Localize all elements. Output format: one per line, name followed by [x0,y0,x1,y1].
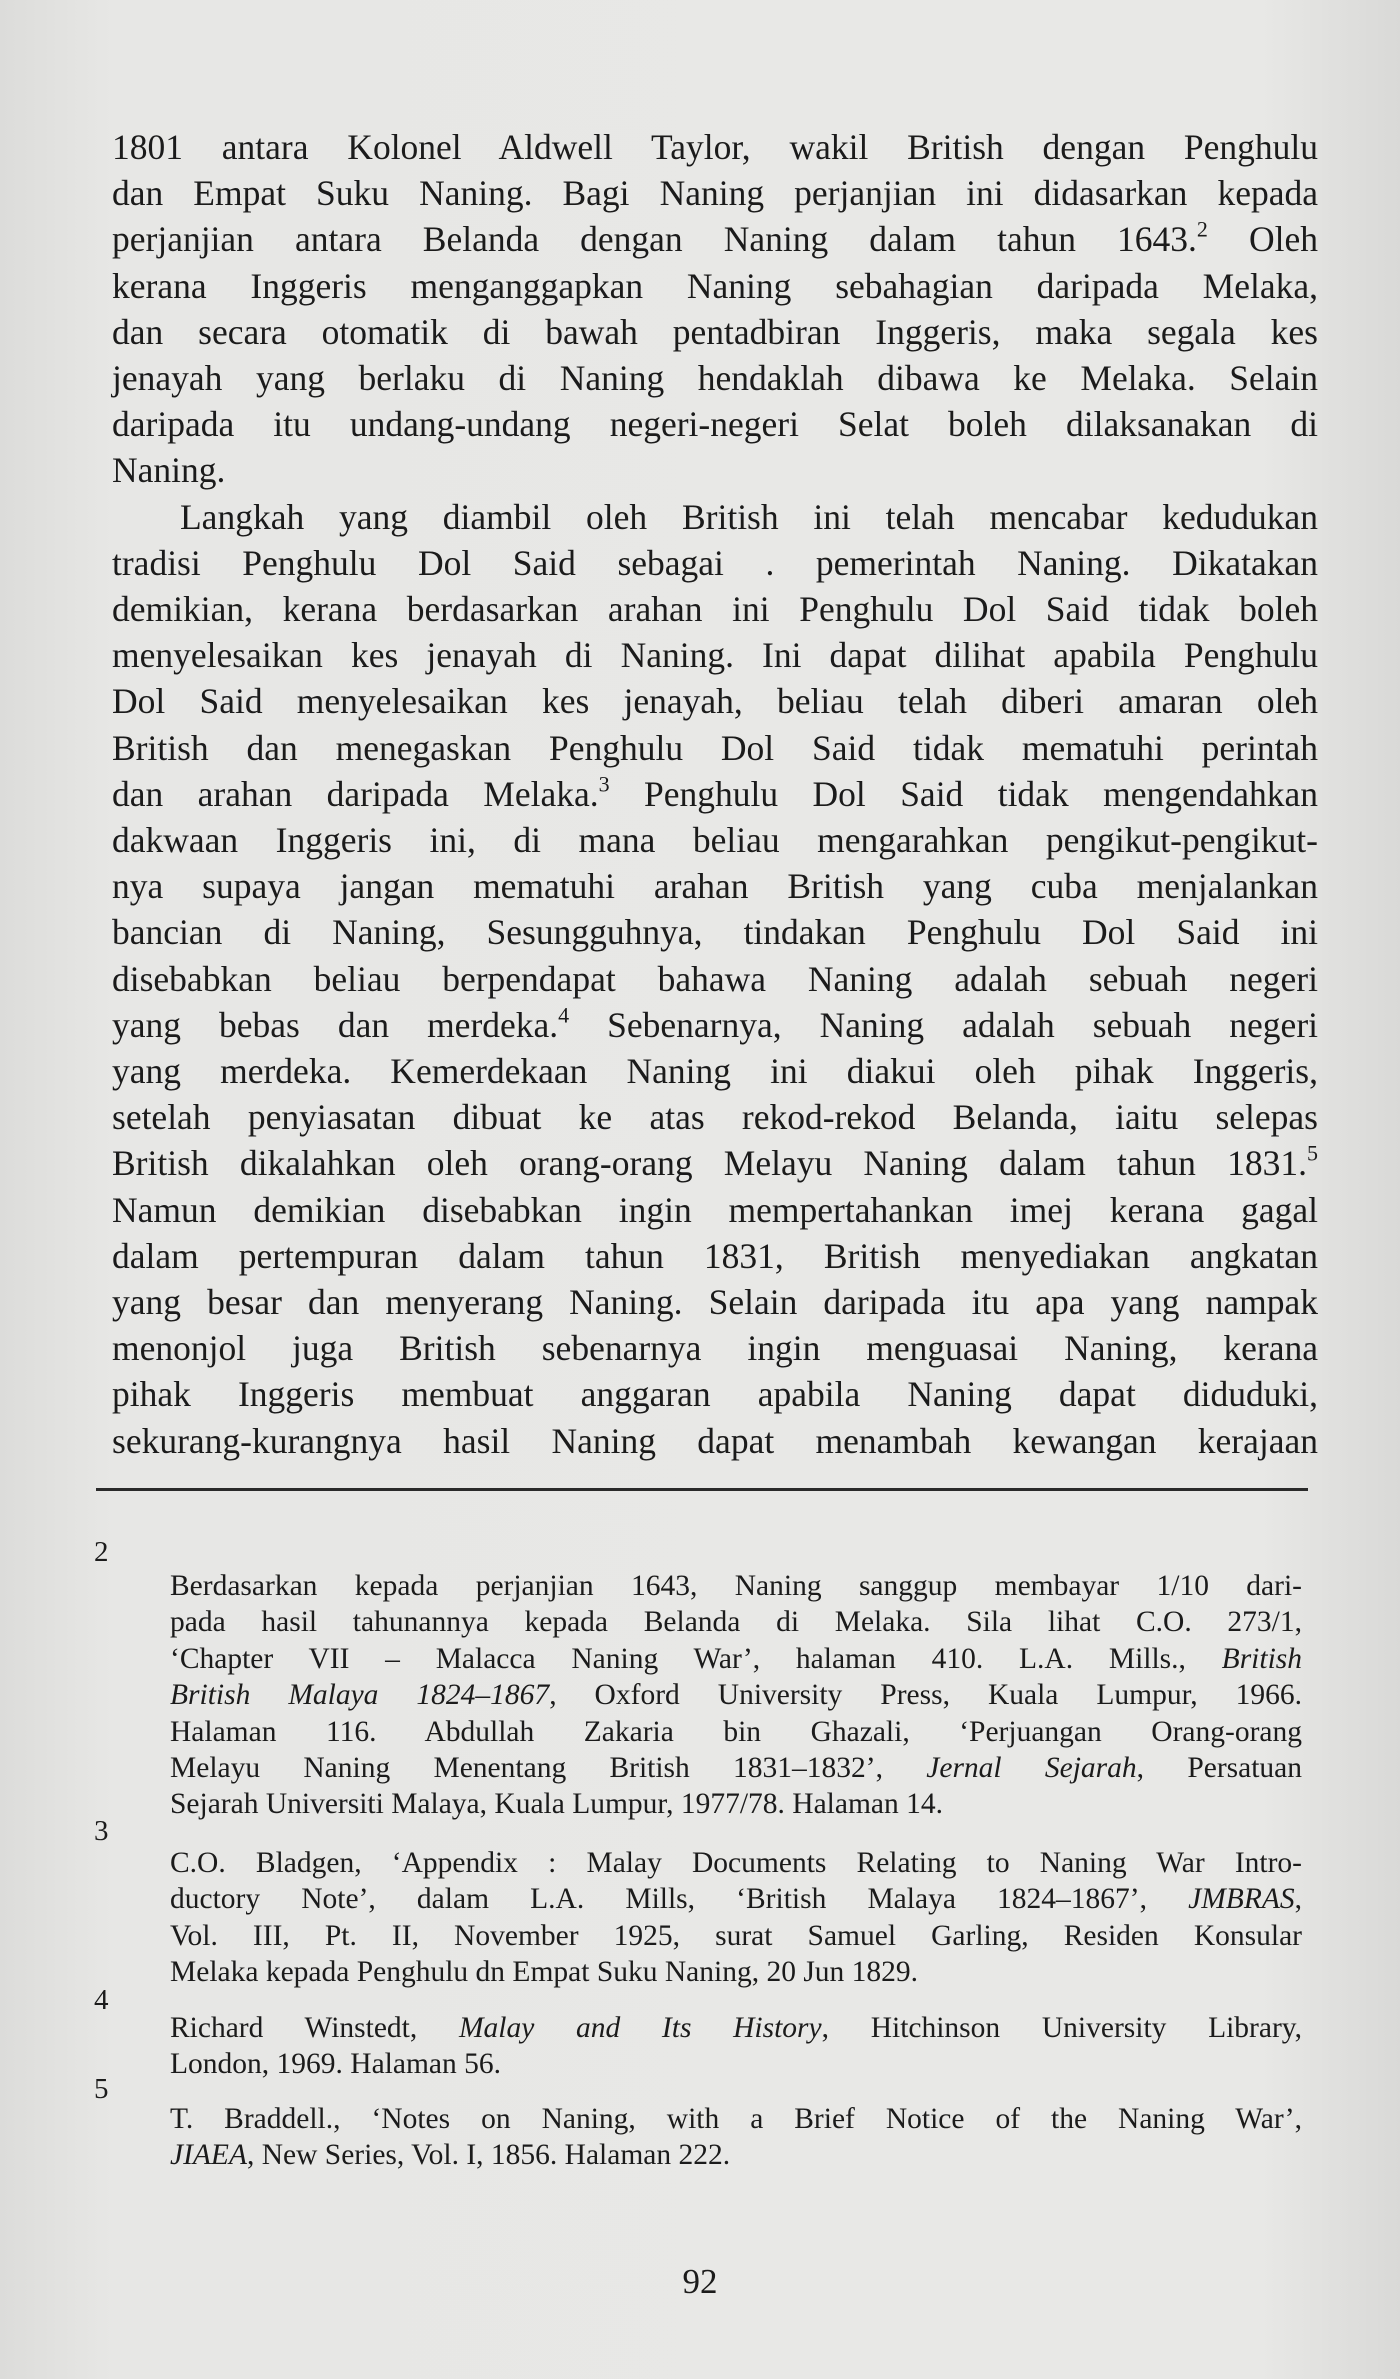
text-segment: C.O. Bladgen, ‘Appendix : Malay Documents Relating to Naning War Intro- [170,1847,1302,1879]
text-line [112,170,1318,216]
text-segment: Halaman 116. Abdullah Zakaria bin Ghazali, ‘Perjuangan Orang-orang [170,1715,1302,1748]
text-segment: Penghulu Dol Said tidak mengendahkan [609,773,1318,814]
text-line [112,494,1318,540]
text-segment: Naning. [112,450,226,491]
text-segment: dan secara otomatik di bawah pentadbiran Inggeris, maka segala kes [112,311,1318,352]
text-line [170,1786,1302,1822]
text-segment: yang merdeka. Kemerdekaan Naning ini diakui oleh pihak Inggeris, [112,1051,1318,1092]
text-segment: jenayah yang berlaku di Naning hendaklah dibawa ke Melaka. Selain [112,358,1318,399]
text-line [112,540,1318,586]
text-line [170,1604,1302,1640]
text-line [170,1677,1302,1713]
text-line [112,956,1318,1002]
text-line [170,1918,1302,1954]
text-line [170,2010,1302,2046]
text-segment: Melaka kepada Penghulu dn Empat Suku Naning, 20 Jun 1829. [170,1956,919,1989]
footnote-reference: 2 [1196,217,1208,243]
text-segment: pada hasil tahunannya kepada Belanda di Melaka. Sila lihat C.O. 273/1, [170,1606,1302,1639]
text-segment: bancian di Naning, Sesungguhnya, tindakan Penghulu Dol Said ini [112,912,1318,953]
text-segment: , Hitchinson University Library, [821,2012,1302,2044]
text-line [112,355,1318,401]
text-line [112,1325,1318,1371]
body-text [112,124,1318,1464]
text-segment: nya supaya jangan mematuhi arahan British yang cuba menjalankan [112,866,1318,907]
text-segment: Richard Winstedt, [170,2012,459,2044]
text-segment: ‘Chapter VII – Malacca Naning War’, halaman 410. L.A. Mills., [170,1642,1222,1675]
text-segment: British dikalahkan oleh orang-orang Melayu Naning dalam tahun 1831. [112,1143,1307,1184]
text-line [170,1881,1302,1917]
footnote-reference: 3 [598,771,610,797]
text-line [112,1371,1318,1417]
text-segment: , Oxford University Press, Kuala Lumpur, 1966. [549,1679,1302,1712]
text-line [112,863,1318,909]
text-segment: ductory Note’, dalam L.A. Mills, ‘British Malaya 1824–1867’, [170,1883,1189,1916]
text-line [112,678,1318,724]
footnote-reference: 4 [558,1002,570,1028]
footnote-number: 5 [94,2073,109,2105]
footnote-text [170,2101,1302,2174]
footnote-text [170,2010,1302,2083]
text-segment: Namun demikian disebabkan ingin mempertahankan imej kerana gagal [112,1189,1318,1230]
italic-title: Jernal Sejarah [926,1752,1137,1785]
text-segment: yang besar dan menyerang Naning. Selain daripada itu apa yang nampak [112,1282,1318,1323]
footnote-text [170,1568,1302,1823]
text-segment: Berdasarkan kepada perjanjian 1643, Naning sanggup membayar 1/10 dari- [170,1570,1302,1602]
text-segment: daripada itu undang-undang negeri-negeri Selat boleh dilaksanakan di [112,404,1318,445]
text-segment: Sebenarnya, Naning adalah sebuah negeri [569,1004,1318,1045]
text-segment: dan Empat Suku Naning. Bagi Naning perjanjian ini didasarkan kepada [112,173,1318,214]
text-line [170,2046,1302,2082]
text-line [112,1002,1318,1048]
text-segment: pihak Inggeris membuat anggaran apabila Naning dapat diduduki, [112,1374,1318,1415]
text-segment: Oleh [1207,219,1318,260]
text-line [112,909,1318,955]
footnote-number: 3 [94,1815,109,1847]
footnote-divider [96,1488,1308,1491]
text-segment: sekurang-kurangnya hasil Naning dapat menambah kewangan kerajaan [112,1420,1318,1461]
text-segment: demikian, kerana berdasarkan arahan ini Penghulu Dol Said tidak boleh [112,589,1318,630]
text-segment: T. Braddell., ‘Notes on Naning, with a Brief Notice of the Naning War’, [170,2103,1302,2135]
italic-title: British [1221,1642,1302,1675]
text-segment: 1801 antara Kolonel Aldwell Taylor, wakil British dengan Penghulu [112,127,1318,167]
text-line [112,771,1318,817]
text-line [170,2101,1302,2137]
text-segment: Dol Said menyelesaikan kes jenayah, beliau telah diberi amaran oleh [112,681,1318,722]
text-line [170,1954,1302,1990]
text-segment: Melayu Naning Menentang British 1831–1832’, [170,1752,927,1785]
text-segment: London, 1969. Halaman 56. [170,2048,501,2081]
text-segment: perjanjian antara Belanda dengan Naning dalam tahun 1643. [112,219,1197,260]
text-line [112,447,1318,493]
text-segment: disebabkan beliau berpendapat bahawa Naning adalah sebuah negeri [112,958,1318,999]
text-segment: , Persatuan [1136,1752,1302,1785]
text-segment: yang bebas dan merdeka. [112,1004,559,1045]
text-line [170,1568,1302,1604]
text-segment: , [1294,1883,1302,1916]
text-line [112,1094,1318,1140]
text-line [112,401,1318,447]
italic-title: JMBRAS [1188,1883,1295,1916]
text-line [170,1641,1302,1677]
footnote-number: 2 [94,1536,109,1568]
text-line [112,1187,1318,1233]
text-line [112,1418,1318,1464]
italic-title: British Malaya 1824–1867 [170,1679,550,1712]
text-line [170,1845,1302,1881]
text-segment: setelah penyiasatan dibuat ke atas rekod-rekod Belanda, iaitu selepas [112,1097,1318,1138]
footnote-number: 4 [94,1984,109,2016]
text-segment: menonjol juga British sebenarnya ingin menguasai Naning, kerana [112,1328,1318,1369]
text-segment: Vol. III, Pt. II, November 1925, surat Samuel Garling, Residen Konsular [170,1919,1302,1952]
text-segment: kerana Inggeris menganggapkan Naning sebahagian daripada Melaka, [112,265,1318,306]
text-segment: dakwaan Inggeris ini, di mana beliau mengarahkan pengikut-pengikut- [112,820,1318,861]
text-line [170,1750,1302,1786]
text-line [112,309,1318,355]
text-line [112,216,1318,262]
footnote-text [170,1845,1302,1991]
text-segment: Langkah yang diambil oleh British ini telah mencabar kedudukan [180,496,1318,537]
text-line [112,263,1318,309]
text-line [112,632,1318,678]
text-line [112,817,1318,863]
text-segment: dan arahan daripada Melaka. [112,773,599,814]
footnote-reference: 5 [1307,1141,1318,1167]
text-segment: Sejarah Universiti Malaya, Kuala Lumpur, 1977/78. Halaman 14. [170,1788,943,1821]
italic-title: JIAEA [170,2139,247,2172]
text-line [112,1279,1318,1325]
text-segment: dalam pertempuran dalam tahun 1831, British menyediakan angkatan [112,1235,1318,1276]
text-line [112,586,1318,632]
text-line [112,1140,1318,1186]
text-line [112,725,1318,771]
text-line [170,2137,1302,2173]
text-segment: menyelesaikan kes jenayah di Naning. Ini dapat dilihat apabila Penghulu [112,635,1318,676]
text-line [112,1233,1318,1279]
text-line [112,124,1318,170]
italic-title: Malay and Its History [458,2012,822,2044]
text-segment: , New Series, Vol. I, 1856. Halaman 222. [246,2139,731,2172]
text-line [112,1048,1318,1094]
text-line [170,1714,1302,1750]
text-segment: tradisi Penghulu Dol Said sebagai . pemerintah Naning. Dikatakan [112,542,1318,583]
page-number: 92 [682,2262,718,2301]
text-segment: British dan menegaskan Penghulu Dol Said tidak mematuhi perintah [112,727,1318,768]
